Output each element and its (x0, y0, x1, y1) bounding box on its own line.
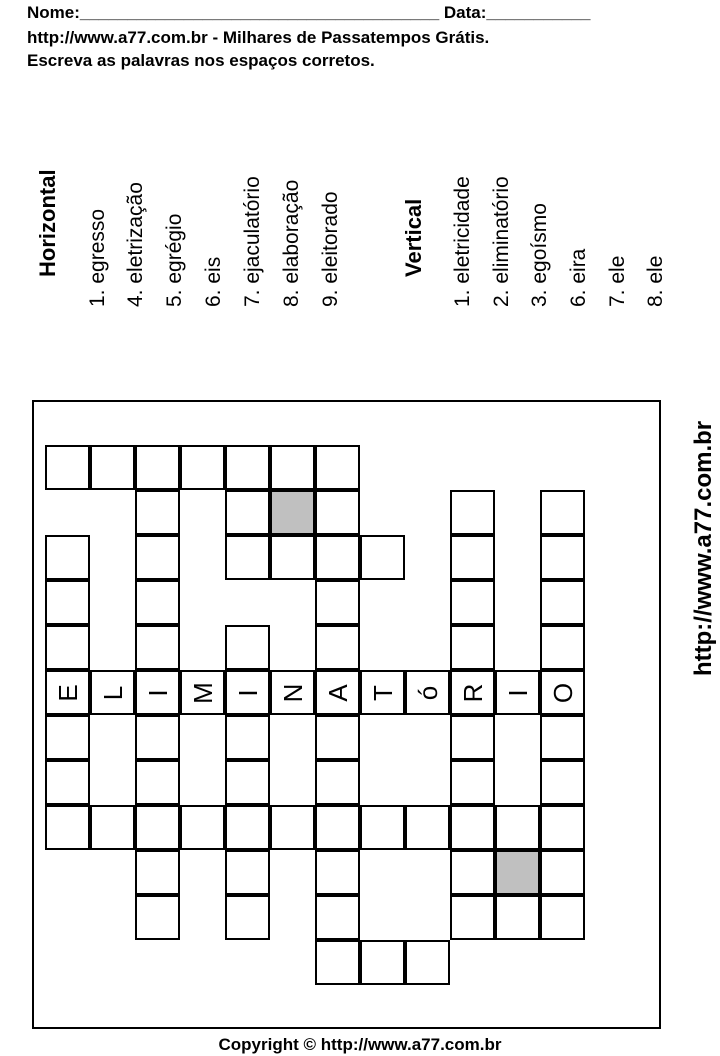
grid-cell[interactable] (495, 670, 540, 715)
grid-cell[interactable] (270, 535, 315, 580)
cell-letter: T (367, 684, 398, 701)
grid-cell[interactable] (270, 805, 315, 850)
clue-list (30, 132, 680, 317)
crossword-board (32, 400, 661, 1029)
grid-cell[interactable] (45, 670, 90, 715)
grid-cell[interactable] (450, 625, 495, 670)
vertical-clue: 6. eira (567, 248, 590, 307)
grid-cell[interactable] (315, 760, 360, 805)
grid-cell[interactable] (225, 850, 270, 895)
grid-cell[interactable] (405, 670, 450, 715)
cell-letter: M (187, 681, 218, 704)
grid-cell[interactable] (135, 625, 180, 670)
grid-cell[interactable] (225, 760, 270, 805)
grid-cell[interactable] (180, 805, 225, 850)
cell-letter: N (277, 683, 308, 702)
grid-cell[interactable] (450, 760, 495, 805)
grid-cell[interactable] (135, 535, 180, 580)
grid-cell[interactable] (540, 850, 585, 895)
grid-cell[interactable] (135, 850, 180, 895)
grid-cell[interactable] (225, 490, 270, 535)
grid-cell[interactable] (315, 580, 360, 625)
grid-cell[interactable] (225, 625, 270, 670)
grid-cell[interactable] (450, 490, 495, 535)
cell-letter: R (457, 683, 488, 702)
grid-cell[interactable] (45, 535, 90, 580)
cell-letter: L (97, 685, 128, 700)
horizontal-clue: 7. ejaculatório (241, 176, 264, 307)
vertical-clue: 2. eliminatório (490, 176, 513, 307)
grid-cell[interactable] (405, 805, 450, 850)
grid-cell[interactable] (540, 760, 585, 805)
grid-cell[interactable] (315, 805, 360, 850)
grid-cell[interactable] (135, 760, 180, 805)
grid-cell[interactable] (450, 715, 495, 760)
grid-cell[interactable] (45, 625, 90, 670)
cell-letter: I (142, 688, 173, 697)
shaded-cell (270, 490, 315, 535)
cell-letter: I (502, 688, 533, 697)
grid-cell[interactable] (45, 715, 90, 760)
grid-cell[interactable] (270, 445, 315, 490)
grid-cell[interactable] (315, 445, 360, 490)
grid-cell[interactable] (270, 670, 315, 715)
grid-cell[interactable] (495, 805, 540, 850)
grid-cell[interactable] (315, 850, 360, 895)
cell-letter: ó (412, 685, 443, 700)
horizontal-clue: 8. elaboração (280, 179, 303, 307)
horizontal-clue: 4. eletrização (124, 182, 147, 307)
grid-cell[interactable] (225, 445, 270, 490)
grid-cell[interactable] (540, 895, 585, 940)
grid-cell[interactable] (540, 715, 585, 760)
shaded-cell (495, 850, 540, 895)
grid-cell[interactable] (315, 490, 360, 535)
grid-cell[interactable] (135, 445, 180, 490)
cell-letter: E (52, 683, 83, 702)
vertical-clue: 1. eletricidade (451, 176, 474, 307)
grid-cell[interactable] (540, 625, 585, 670)
grid-cell[interactable] (90, 670, 135, 715)
grid-cell[interactable] (135, 580, 180, 625)
cell-letter: O (547, 682, 578, 703)
grid-cell[interactable] (135, 805, 180, 850)
grid-cell[interactable] (360, 805, 405, 850)
grid-cell[interactable] (540, 670, 585, 715)
copyright-footer: Copyright © http://www.a77.com.br (218, 1035, 502, 1054)
grid-cell[interactable] (360, 535, 405, 580)
grid-cell[interactable] (180, 670, 225, 715)
cell-letter: I (232, 688, 263, 697)
grid-cell[interactable] (315, 535, 360, 580)
grid-cell[interactable] (45, 760, 90, 805)
grid-cell[interactable] (540, 490, 585, 535)
grid-cell[interactable] (450, 805, 495, 850)
grid-cell[interactable] (405, 940, 450, 985)
name-date-line: Nome:______________________________________ Data:___________ (27, 3, 591, 22)
grid-cell[interactable] (225, 715, 270, 760)
grid-cell[interactable] (315, 895, 360, 940)
grid-cell[interactable] (180, 445, 225, 490)
horizontal-clue: 6. eis (202, 256, 225, 307)
grid-cell[interactable] (450, 580, 495, 625)
grid-cell[interactable] (450, 850, 495, 895)
vertical-clue: 3. egoísmo (528, 203, 551, 307)
grid-cell[interactable] (450, 670, 495, 715)
grid-cell[interactable] (45, 580, 90, 625)
horizontal-clue: 5. egrégio (163, 213, 186, 307)
vertical-clue: 7. ele (606, 255, 629, 307)
grid-cell[interactable] (135, 490, 180, 535)
grid-cell[interactable] (225, 805, 270, 850)
grid-cell[interactable] (540, 805, 585, 850)
site-line: http://www.a77.com.br - Milhares de Passatempos Grátis. (27, 28, 490, 47)
grid-cell[interactable] (135, 715, 180, 760)
grid-cell[interactable] (540, 535, 585, 580)
grid-cell[interactable] (315, 940, 360, 985)
vertical-title: Vertical (401, 198, 426, 277)
grid-cell[interactable] (90, 805, 135, 850)
cell-letter: A (322, 683, 353, 702)
grid-cell[interactable] (360, 670, 405, 715)
grid-cell[interactable] (360, 940, 405, 985)
grid-cell[interactable] (225, 670, 270, 715)
vertical-clue: 8. ele (644, 255, 667, 307)
grid-cell[interactable] (495, 895, 540, 940)
grid-cell[interactable] (90, 445, 135, 490)
grid-cell[interactable] (315, 715, 360, 760)
grid-cell[interactable] (315, 625, 360, 670)
horizontal-clue: 9. eleitorado (319, 191, 342, 307)
grid-cell[interactable] (450, 535, 495, 580)
grid-cell[interactable] (225, 895, 270, 940)
grid-cell[interactable] (135, 895, 180, 940)
grid-cell[interactable] (315, 670, 360, 715)
grid-cell[interactable] (450, 895, 495, 940)
grid-cell[interactable] (45, 805, 90, 850)
side-url: http://www.a77.com.br (690, 420, 717, 676)
grid-cell[interactable] (135, 670, 180, 715)
instruction-line: Escreva as palavras nos espaços corretos. (27, 51, 375, 70)
grid-cell[interactable] (45, 445, 90, 490)
horizontal-clue: 1. egresso (86, 208, 109, 307)
grid-cell[interactable] (540, 580, 585, 625)
grid-cell[interactable] (225, 535, 270, 580)
horizontal-title: Horizontal (35, 169, 60, 277)
